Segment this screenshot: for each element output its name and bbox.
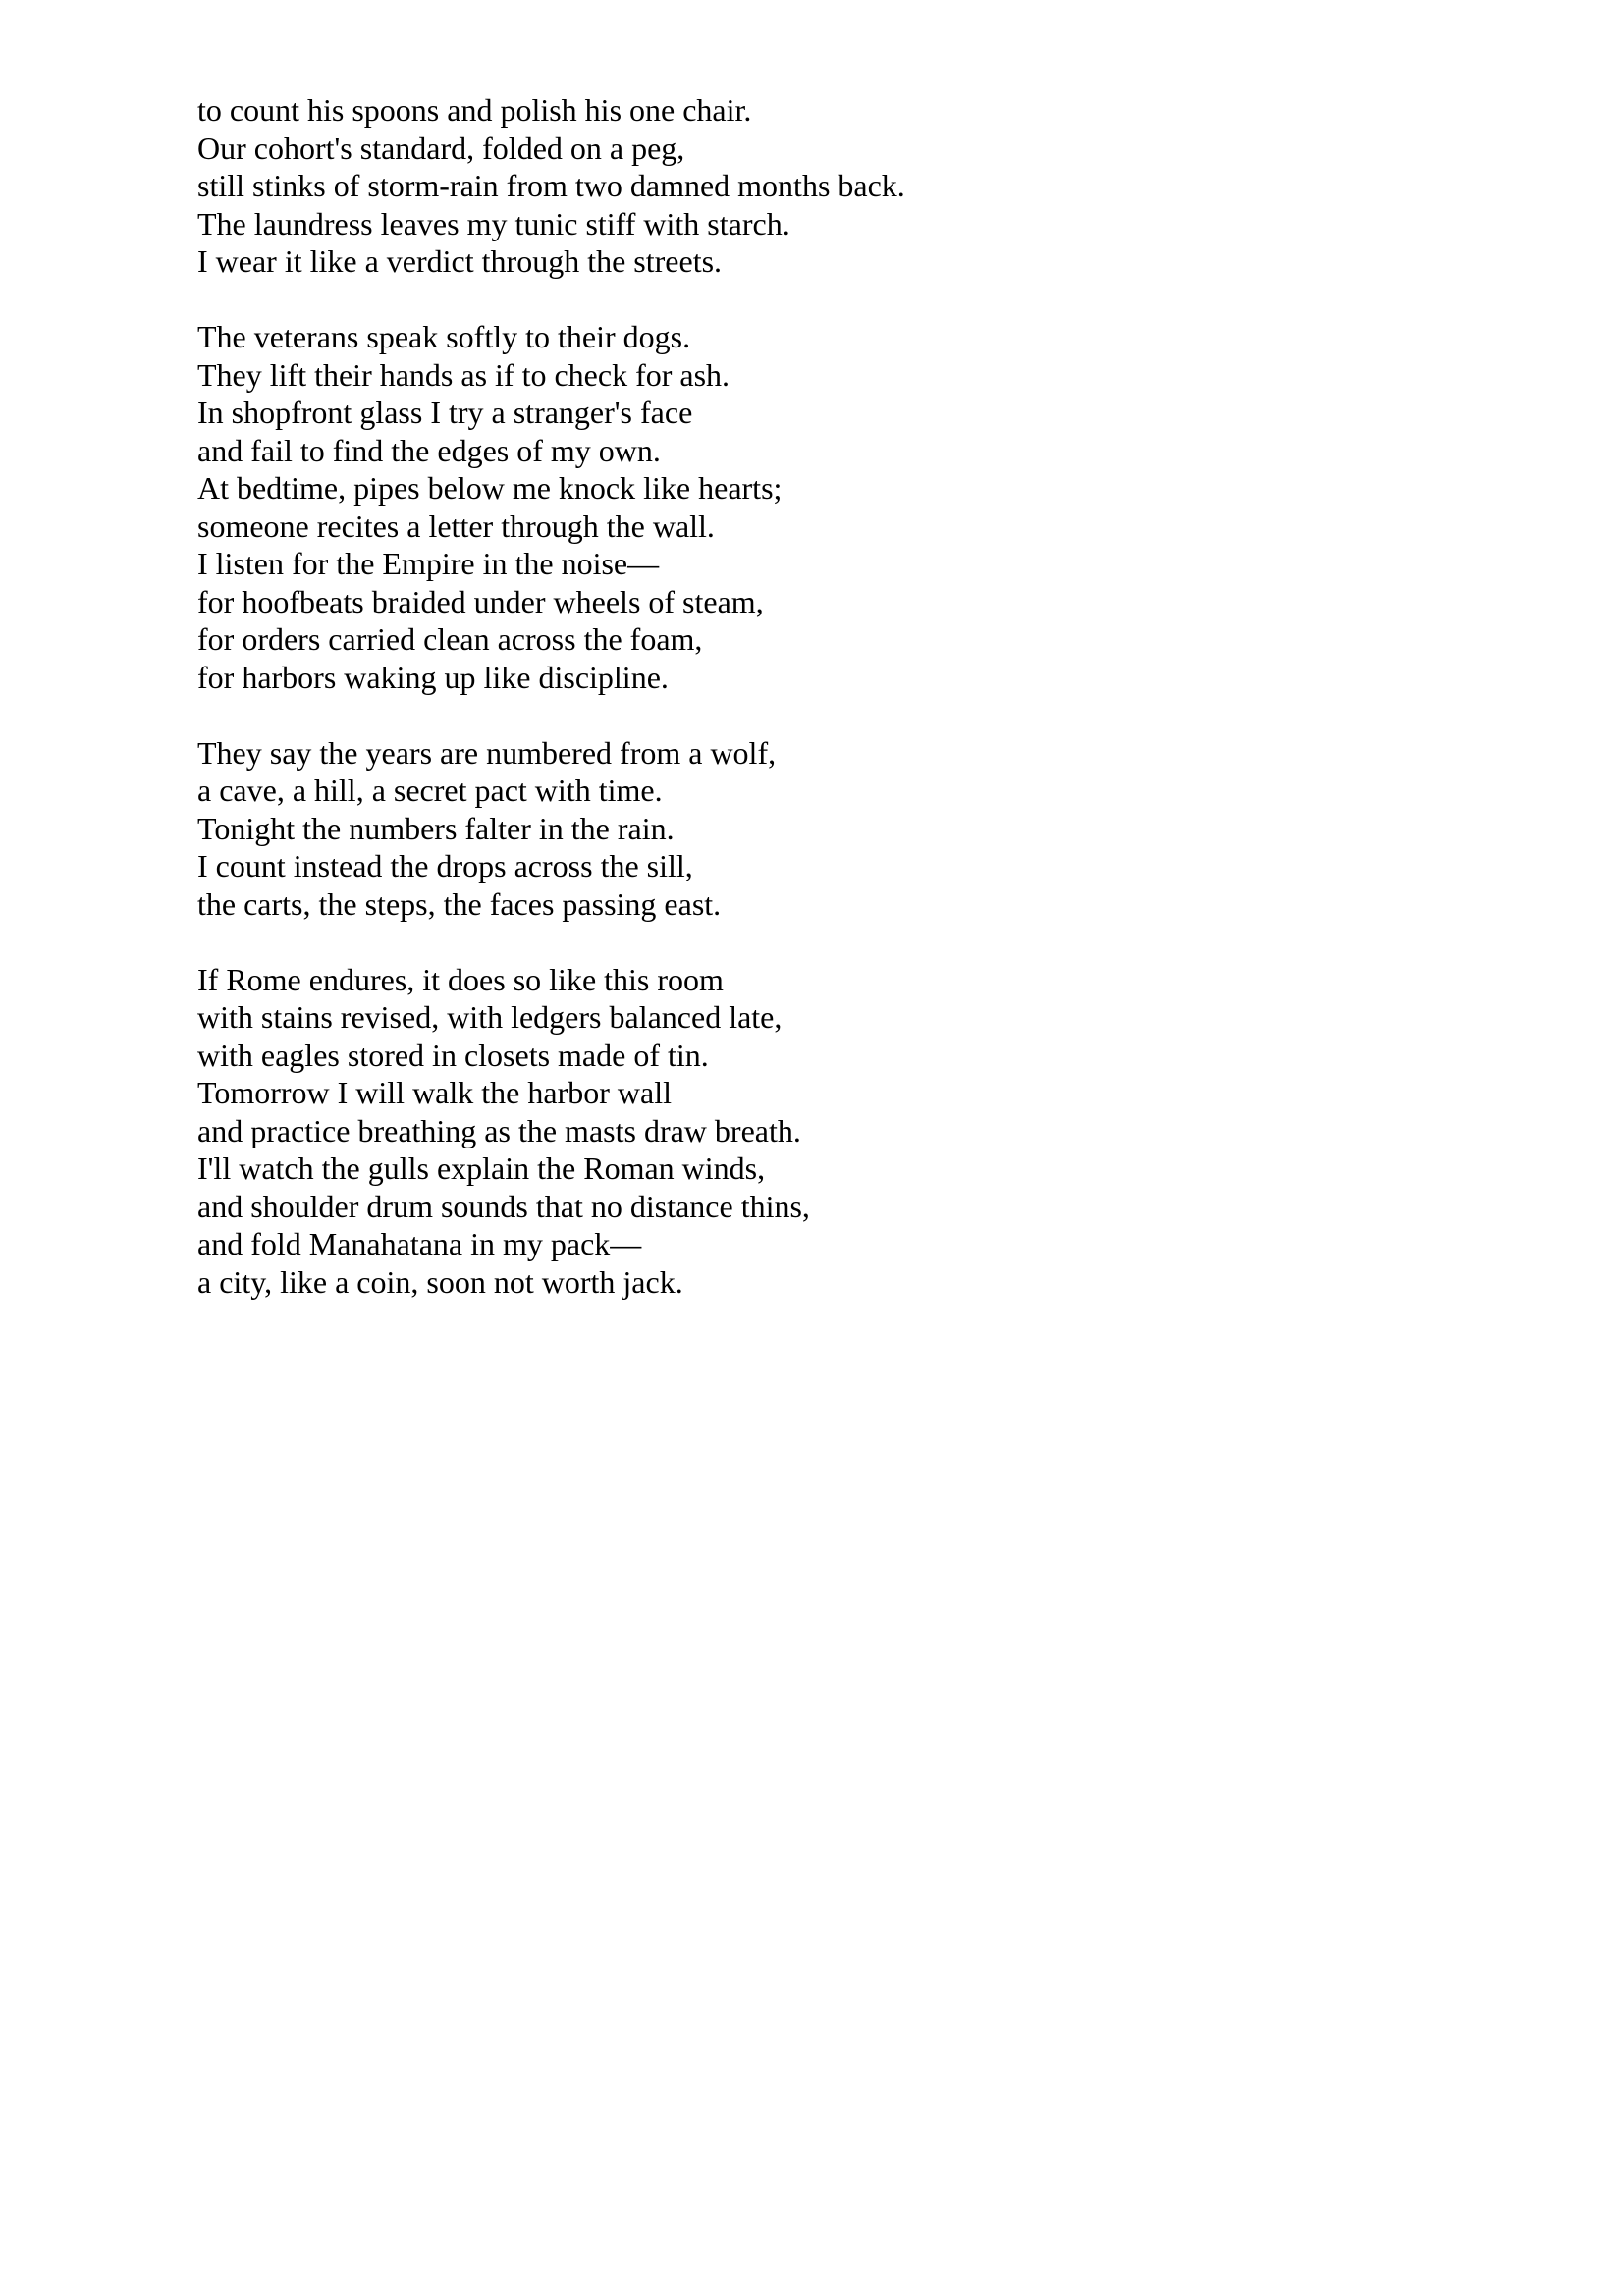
poem-line: to count his spoons and polish his one chair. xyxy=(197,92,752,128)
stanza xyxy=(197,734,1474,924)
poem-line: for harbors waking up like discipline. xyxy=(197,659,669,695)
poem-body xyxy=(197,91,1474,1301)
poem-line: a cave, a hill, a secret pact with time. xyxy=(197,773,663,808)
poem-line: I listen for the Empire in the noise— xyxy=(197,546,660,581)
poem-line: and fail to find the edges of my own. xyxy=(197,432,661,468)
poem-line: for hoofbeats braided under wheels of steam, xyxy=(197,583,764,619)
stanza xyxy=(197,318,1474,696)
poem-line: They say the years are numbered from a wolf, xyxy=(197,734,777,771)
poem-line: In shopfront glass I try a stranger's face xyxy=(197,395,693,430)
poem-line: with stains revised, with ledgers balanced late, xyxy=(197,999,783,1035)
poem-line: I count instead the drops across the sill, xyxy=(197,848,693,883)
stanza xyxy=(197,961,1474,1302)
poem-line: I wear it like a verdict through the streets. xyxy=(197,243,723,279)
poem-line: a city, like a coin, soon not worth jack. xyxy=(197,1263,683,1300)
poem-line: and practice breathing as the masts draw breath. xyxy=(197,1112,801,1148)
poem-line: They lift their hands as if to check for ash. xyxy=(197,356,730,393)
poem-line: the carts, the steps, the faces passing east. xyxy=(197,885,722,922)
poem-line: The laundress leaves my tunic stiff with starch. xyxy=(197,205,790,241)
poem-line: Our cohort's standard, folded on a peg, xyxy=(197,130,685,166)
poem-line: I'll watch the gulls explain the Roman winds, xyxy=(197,1150,766,1186)
poem-line: someone recites a letter through the wall. xyxy=(197,507,715,544)
poem-line: for orders carried clean across the foam, xyxy=(197,621,703,657)
poem-line: Tomorrow I will walk the harbor wall xyxy=(197,1075,672,1110)
poem-line: At bedtime, pipes below me knock like hearts; xyxy=(197,470,783,506)
poem-line: If Rome endures, it does so like this room xyxy=(197,961,724,997)
poem-line: with eagles stored in closets made of tin. xyxy=(197,1037,709,1073)
poem-line: Tonight the numbers falter in the rain. xyxy=(197,810,675,846)
poem-line: still stinks of storm-rain from two damned months back. xyxy=(197,168,905,203)
poem-line: and fold Manahatana in my pack— xyxy=(197,1226,642,1261)
stanza xyxy=(197,91,1474,281)
poem-line: and shoulder drum sounds that no distance thins, xyxy=(197,1188,810,1224)
poem-line: The veterans speak softly to their dogs. xyxy=(197,319,691,354)
